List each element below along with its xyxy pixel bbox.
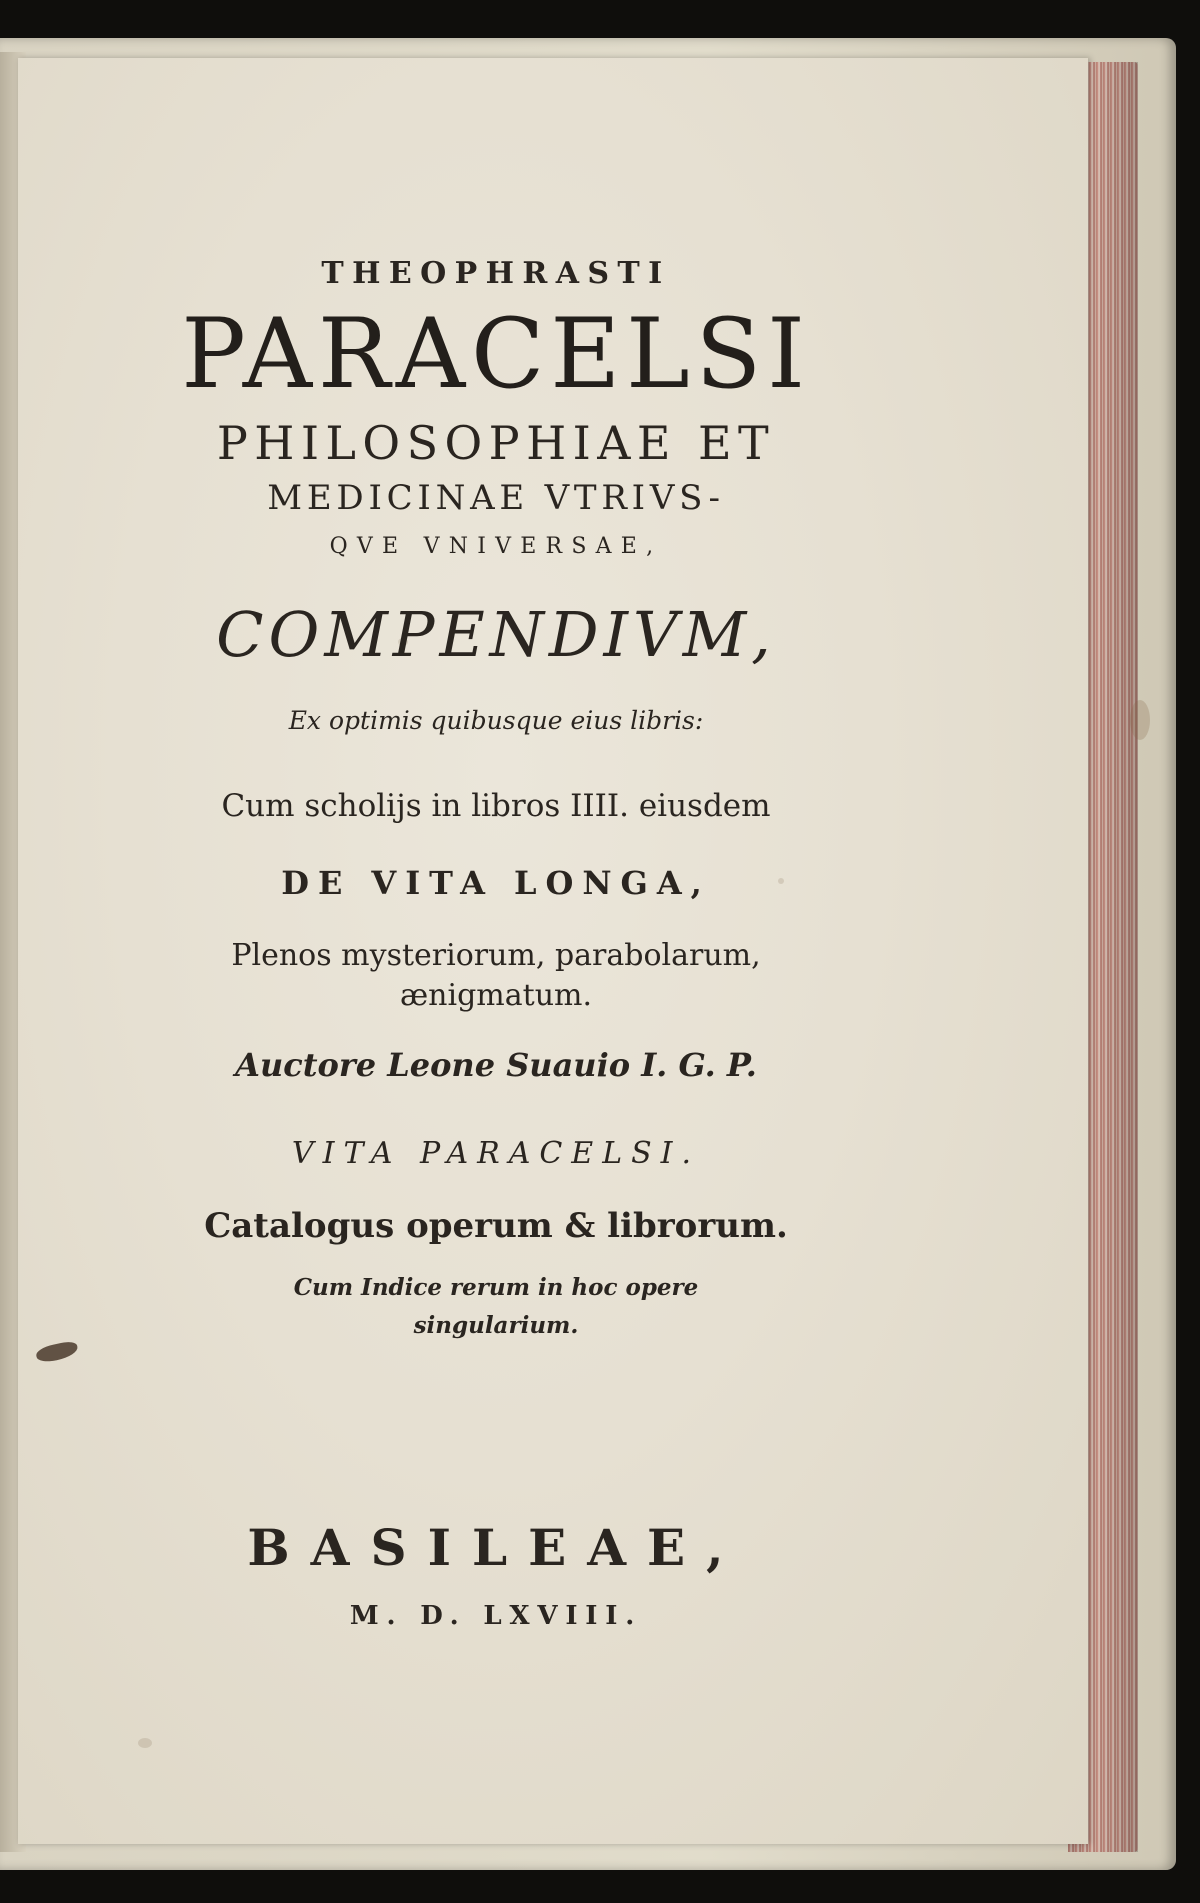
plenos-line-1: Plenos mysteriorum, parabolarum,	[231, 938, 761, 973]
foxing-stain	[1130, 700, 1150, 740]
work-title: COMPENDIVM,	[216, 598, 776, 671]
ink-speck	[138, 1738, 152, 1748]
source-line: Ex optimis quibusque eius libris:	[288, 706, 704, 735]
vita-paracelsi-line: VITA PARACELSI.	[291, 1136, 701, 1171]
de-vita-longa-line: DE VITA LONGA,	[281, 864, 711, 902]
title-page	[18, 58, 1088, 1844]
author-prefix: THEOPHRASTI	[321, 256, 671, 291]
imprint-place: BASILEAE,	[247, 1518, 745, 1577]
scholia-line: Cum scholijs in libros IIII. eiusdem	[221, 788, 771, 824]
author-name: PARACELSI	[181, 298, 811, 410]
subject-line-2: MEDICINAE VTRIVS-	[267, 478, 725, 518]
imprint-year: M. D. LXVIII.	[349, 1601, 643, 1631]
index-line-2: singularium.	[413, 1312, 579, 1339]
auctore-line: Auctore Leone Suauio I. G. P.	[235, 1046, 757, 1084]
catalogus-line: Catalogus operum & librorum.	[204, 1206, 788, 1246]
subject-line-1: PHILOSOPHIAE ET	[216, 416, 776, 470]
ink-blot	[35, 1340, 79, 1364]
plenos-line-2: ænigmatum.	[399, 978, 592, 1013]
subject-line-3: QVE VNIVERSAE,	[329, 534, 663, 559]
index-line-1: Cum Indice rerum in hoc opere	[293, 1274, 699, 1301]
